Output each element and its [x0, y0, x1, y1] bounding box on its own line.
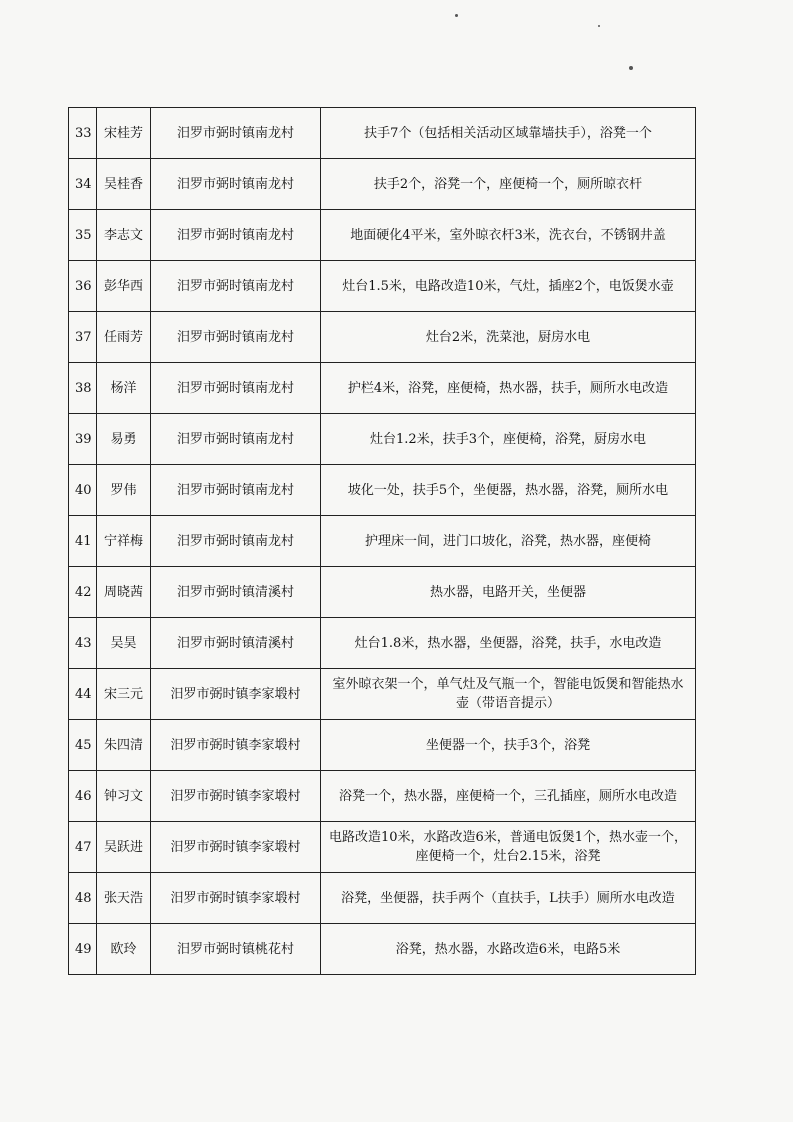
- person-name-cell: 罗伟: [97, 465, 151, 516]
- renovation-items-cell: 坐便器一个，扶手3个，浴凳: [321, 720, 696, 771]
- renovation-items-cell: 灶台1.5米，电路改造10米，气灶，插座2个，电饭煲水壶: [321, 261, 696, 312]
- table-row: [69, 618, 696, 669]
- address-cell: 汨罗市弼时镇李家塅村: [151, 822, 321, 873]
- row-number-cell: 35: [69, 210, 97, 261]
- table-row: [69, 312, 696, 363]
- renovation-items-cell: 地面硬化4平米，室外晾衣杆3米，洗衣台，不锈钢井盖: [321, 210, 696, 261]
- row-number-cell: 41: [69, 516, 97, 567]
- table-row: [69, 924, 696, 975]
- person-name-cell: 吴桂香: [97, 159, 151, 210]
- row-number-cell: 48: [69, 873, 97, 924]
- address-cell: 汨罗市弼时镇南龙村: [151, 465, 321, 516]
- renovation-items-cell: 灶台1.2米，扶手3个，座便椅，浴凳，厨房水电: [321, 414, 696, 465]
- row-number-cell: 44: [69, 669, 97, 720]
- scan-speck: [598, 25, 600, 27]
- person-name-cell: 宁祥梅: [97, 516, 151, 567]
- address-cell: 汨罗市弼时镇南龙村: [151, 516, 321, 567]
- address-cell: 汨罗市弼时镇南龙村: [151, 312, 321, 363]
- address-cell: 汨罗市弼时镇南龙村: [151, 414, 321, 465]
- table-row: [69, 159, 696, 210]
- renovation-items-cell: 灶台2米，洗菜池，厨房水电: [321, 312, 696, 363]
- scan-speck: [629, 66, 633, 70]
- address-cell: 汨罗市弼时镇李家塅村: [151, 771, 321, 822]
- person-name-cell: 李志文: [97, 210, 151, 261]
- address-cell: 汨罗市弼时镇南龙村: [151, 159, 321, 210]
- renovation-items-cell: 室外晾衣架一个，单气灶及气瓶一个，智能电饭煲和智能热水壶（带语音提示）: [321, 669, 696, 720]
- row-number-cell: 47: [69, 822, 97, 873]
- renovation-items-cell: 浴凳，热水器，水路改造6米，电路5米: [321, 924, 696, 975]
- address-cell: 汨罗市弼时镇清溪村: [151, 567, 321, 618]
- renovation-items-cell: 护理床一间，进门口坡化，浴凳，热水器，座便椅: [321, 516, 696, 567]
- person-name-cell: 宋三元: [97, 669, 151, 720]
- renovation-items-cell: 浴凳，坐便器，扶手两个（直扶手，L扶手）厕所水电改造: [321, 873, 696, 924]
- person-name-cell: 杨洋: [97, 363, 151, 414]
- renovation-items-cell: 护栏4米，浴凳，座便椅，热水器，扶手，厕所水电改造: [321, 363, 696, 414]
- row-number-cell: 38: [69, 363, 97, 414]
- renovation-items-cell: 热水器，电路开关，坐便器: [321, 567, 696, 618]
- table-row: [69, 516, 696, 567]
- table-row: [69, 567, 696, 618]
- address-cell: 汨罗市弼时镇桃花村: [151, 924, 321, 975]
- table-row: [69, 108, 696, 159]
- person-name-cell: 易勇: [97, 414, 151, 465]
- table-row: [69, 465, 696, 516]
- address-cell: 汨罗市弼时镇南龙村: [151, 108, 321, 159]
- renovation-items-cell: 扶手7个（包括相关活动区域靠墙扶手），浴凳一个: [321, 108, 696, 159]
- table-row: [69, 771, 696, 822]
- address-cell: 汨罗市弼时镇南龙村: [151, 261, 321, 312]
- renovation-items-cell: 扶手2个，浴凳一个，座便椅一个，厕所晾衣杆: [321, 159, 696, 210]
- table-row: [69, 720, 696, 771]
- row-number-cell: 49: [69, 924, 97, 975]
- renovation-records-table: [68, 107, 696, 975]
- row-number-cell: 42: [69, 567, 97, 618]
- row-number-cell: 36: [69, 261, 97, 312]
- row-number-cell: 37: [69, 312, 97, 363]
- person-name-cell: 欧玲: [97, 924, 151, 975]
- renovation-items-cell: 坡化一处，扶手5个，坐便器，热水器，浴凳，厕所水电: [321, 465, 696, 516]
- table-body: [69, 108, 696, 975]
- renovation-items-cell: 浴凳一个，热水器，座便椅一个，三孔插座，厕所水电改造: [321, 771, 696, 822]
- address-cell: 汨罗市弼时镇南龙村: [151, 210, 321, 261]
- row-number-cell: 33: [69, 108, 97, 159]
- row-number-cell: 46: [69, 771, 97, 822]
- person-name-cell: 周晓茜: [97, 567, 151, 618]
- person-name-cell: 朱四清: [97, 720, 151, 771]
- address-cell: 汨罗市弼时镇南龙村: [151, 363, 321, 414]
- person-name-cell: 钟习文: [97, 771, 151, 822]
- scan-speck: [455, 14, 458, 17]
- table-row: [69, 414, 696, 465]
- table-row: [69, 822, 696, 873]
- address-cell: 汨罗市弼时镇清溪村: [151, 618, 321, 669]
- table-row: [69, 873, 696, 924]
- renovation-items-cell: 灶台1.8米，热水器，坐便器，浴凳，扶手，水电改造: [321, 618, 696, 669]
- person-name-cell: 吴跃进: [97, 822, 151, 873]
- table-row: [69, 669, 696, 720]
- row-number-cell: 34: [69, 159, 97, 210]
- row-number-cell: 40: [69, 465, 97, 516]
- address-cell: 汨罗市弼时镇李家塅村: [151, 873, 321, 924]
- address-cell: 汨罗市弼时镇李家塅村: [151, 720, 321, 771]
- person-name-cell: 张天浩: [97, 873, 151, 924]
- row-number-cell: 45: [69, 720, 97, 771]
- person-name-cell: 任雨芳: [97, 312, 151, 363]
- renovation-items-cell: 电路改造10米，水路改造6米，普通电饭煲1个，热水壶一个，座便椅一个，灶台2.15米，浴凳: [321, 822, 696, 873]
- person-name-cell: 宋桂芳: [97, 108, 151, 159]
- person-name-cell: 彭华西: [97, 261, 151, 312]
- table-row: [69, 210, 696, 261]
- table-row: [69, 261, 696, 312]
- row-number-cell: 43: [69, 618, 97, 669]
- table-row: [69, 363, 696, 414]
- row-number-cell: 39: [69, 414, 97, 465]
- address-cell: 汨罗市弼时镇李家塅村: [151, 669, 321, 720]
- person-name-cell: 吴昊: [97, 618, 151, 669]
